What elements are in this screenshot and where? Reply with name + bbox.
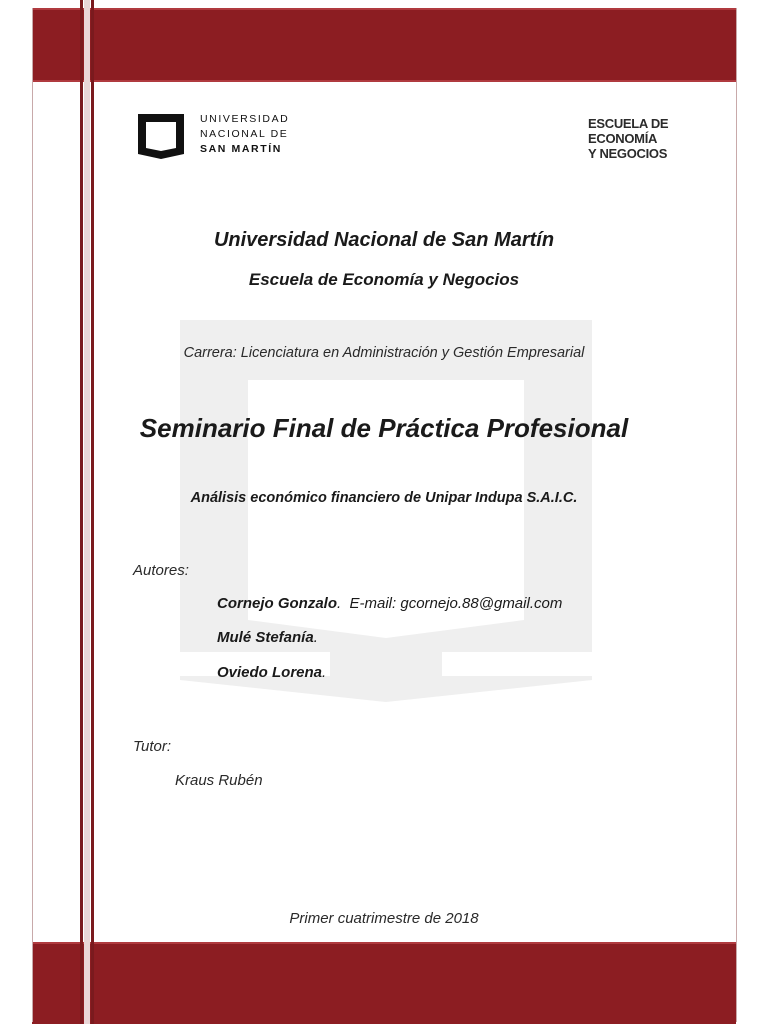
- tutor-label: Tutor:: [133, 738, 172, 755]
- author-name: Oviedo Lorena: [217, 664, 323, 681]
- university-heading: Universidad Nacional de San Martín: [213, 229, 555, 251]
- unsam-logo: [136, 112, 289, 160]
- semester-date: Primer cuatrimestre de 2018: [289, 910, 479, 927]
- book-logo-icon: [136, 112, 186, 160]
- tutor-name: Kraus Rubén: [175, 772, 263, 789]
- vertical-rule: [91, 0, 94, 1024]
- document-subtitle: Análisis económico financiero de Unipar Indupa S.A.I.C.: [190, 490, 578, 506]
- document-title: Seminario Final de Práctica Profesional: [139, 413, 629, 443]
- author-email: E-mail: gcornejo.88@gmail.com: [349, 595, 563, 612]
- unsam-logo-line: NACIONAL DE: [200, 128, 289, 140]
- bottom-decorative-band: [32, 942, 736, 1024]
- escuela-logo-line: ECONOMÍA: [588, 131, 658, 146]
- school-heading: Escuela de Economía y Negocios: [248, 270, 520, 289]
- author-name: Cornejo Gonzalo: [217, 595, 337, 612]
- unsam-logo-line: SAN MARTÍN: [200, 143, 282, 155]
- author-suffix: .: [313, 629, 318, 646]
- escuela-logo-line: ESCUELA DE: [588, 116, 669, 131]
- unsam-logo-line: UNIVERSIDAD: [200, 113, 290, 125]
- escuela-logo-line: Y NEGOCIOS: [588, 146, 668, 161]
- vertical-rule: [80, 0, 83, 1024]
- authors-label: Autores:: [133, 562, 189, 579]
- author-suffix: .: [337, 595, 342, 612]
- escuela-logo: [588, 116, 668, 161]
- author-name: Mulé Stefanía: [217, 629, 314, 646]
- author-item: [217, 629, 318, 646]
- career-line: Carrera: Licenciatura en Administración y Gestión Empresarial: [183, 345, 585, 361]
- vertical-rule-highlight: [84, 0, 90, 1024]
- frame-left-edge: [32, 8, 33, 1022]
- frame-right-edge: [736, 8, 737, 1022]
- author-item: [217, 595, 562, 612]
- top-decorative-band: [32, 8, 736, 82]
- author-suffix: .: [322, 664, 327, 681]
- author-item: [217, 664, 326, 681]
